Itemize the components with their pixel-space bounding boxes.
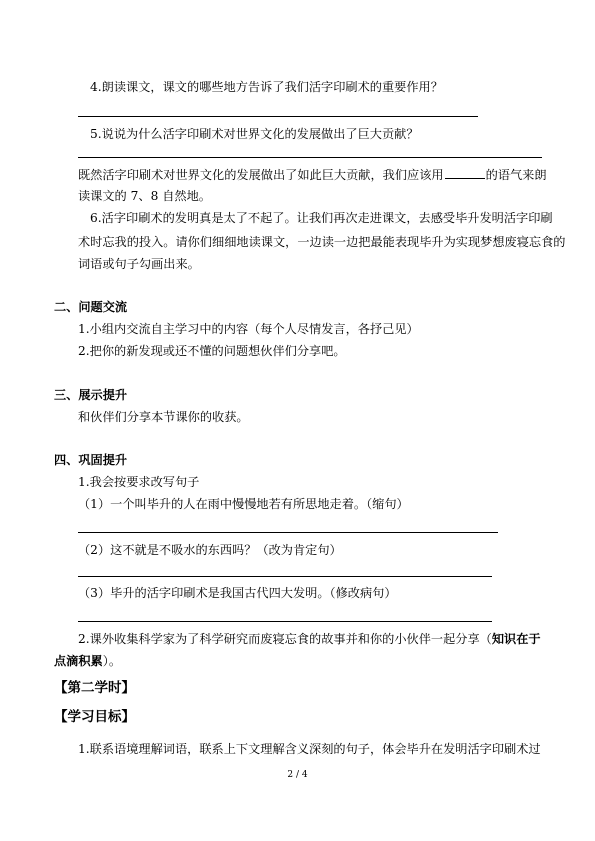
emphasis-knowledge: 知识在于	[491, 632, 541, 646]
answer-line-task-2	[78, 576, 492, 577]
follow-up-line-2: 读课文的 7、8 自然地。	[78, 189, 211, 203]
section-2-item-2: 2.把你的新发现或还不懂的问题想伙伴们分享吧。	[78, 344, 346, 358]
section-4-item-2-line-1	[78, 631, 541, 647]
learning-goal-1: 1.联系语境理解词语，联系上下文理解含义深刻的句子，体会毕升在发明活字印刷术过	[78, 742, 541, 756]
section-4-item-2-line-2	[54, 653, 121, 669]
question-4: 4.朗读课文，课文的哪些地方告诉了我们活字印刷术的重要作用？	[90, 80, 443, 94]
page-number: 2 / 4	[287, 770, 308, 780]
rewrite-task-1: （1）一个叫毕升的人在雨中慢慢地若有所思地走着。（缩句）	[78, 497, 409, 511]
section-2-item-1: 1.小组内交流自主学习中的内容（每个人尽情发言，各抒己见）	[78, 322, 419, 336]
rewrite-task-3: （3）毕升的活字印刷术是我国古代四大发明。（修改病句）	[78, 586, 397, 600]
section-3-heading: 三、展示提升	[54, 388, 128, 402]
fill-in-blank[interactable]	[445, 166, 485, 179]
answer-line-q5	[78, 157, 542, 158]
question-6-line-2: 术时忘我的投入。请你们细细地读课文，一边读一边把最能表现毕升为实现梦想废寝忘食的	[78, 235, 566, 249]
answer-line-task-1	[78, 532, 498, 533]
lesson-2-heading: 【第二学时】	[54, 680, 135, 696]
question-6-line-1: 6.活字印刷术的发明真是太了不起了。让我们再次走进课文，去感受毕升发明活字印刷	[90, 211, 553, 225]
follow-up-text-a: 既然活字印刷术对世界文化的发展做出了如此巨大贡献，我们应该用	[78, 168, 444, 182]
section-4-item-1: 1.我会按要求改写句子	[78, 475, 200, 489]
emphasis-accumulate: 点滴积累	[54, 654, 103, 668]
section-4-item-2-text: 2.课外收集科学家为了科学研究而废寝忘食的故事并和你的小伙伴一起分享（	[78, 632, 492, 646]
answer-line-q4	[78, 116, 478, 117]
section-2-heading: 二、问题交流	[54, 300, 128, 314]
follow-up-line-1	[78, 166, 547, 183]
question-5: 5.说说为什么活字印刷术对世界文化的发展做出了巨大贡献？	[90, 127, 419, 141]
section-4-item-2-end: ）。	[102, 654, 122, 668]
rewrite-task-2: （2）这不就是不吸水的东西吗？（改为肯定句）	[78, 543, 342, 557]
learning-goals-heading: 【学习目标】	[54, 709, 135, 725]
question-6-line-3: 词语或句子勾画出来。	[78, 257, 200, 271]
answer-line-task-3	[78, 621, 492, 622]
follow-up-text-b: 的语气来朗	[485, 168, 547, 182]
section-3-item-1: 和伙伴们分享本节课你的收获。	[78, 410, 249, 424]
section-4-heading: 四、巩固提升	[54, 453, 128, 467]
